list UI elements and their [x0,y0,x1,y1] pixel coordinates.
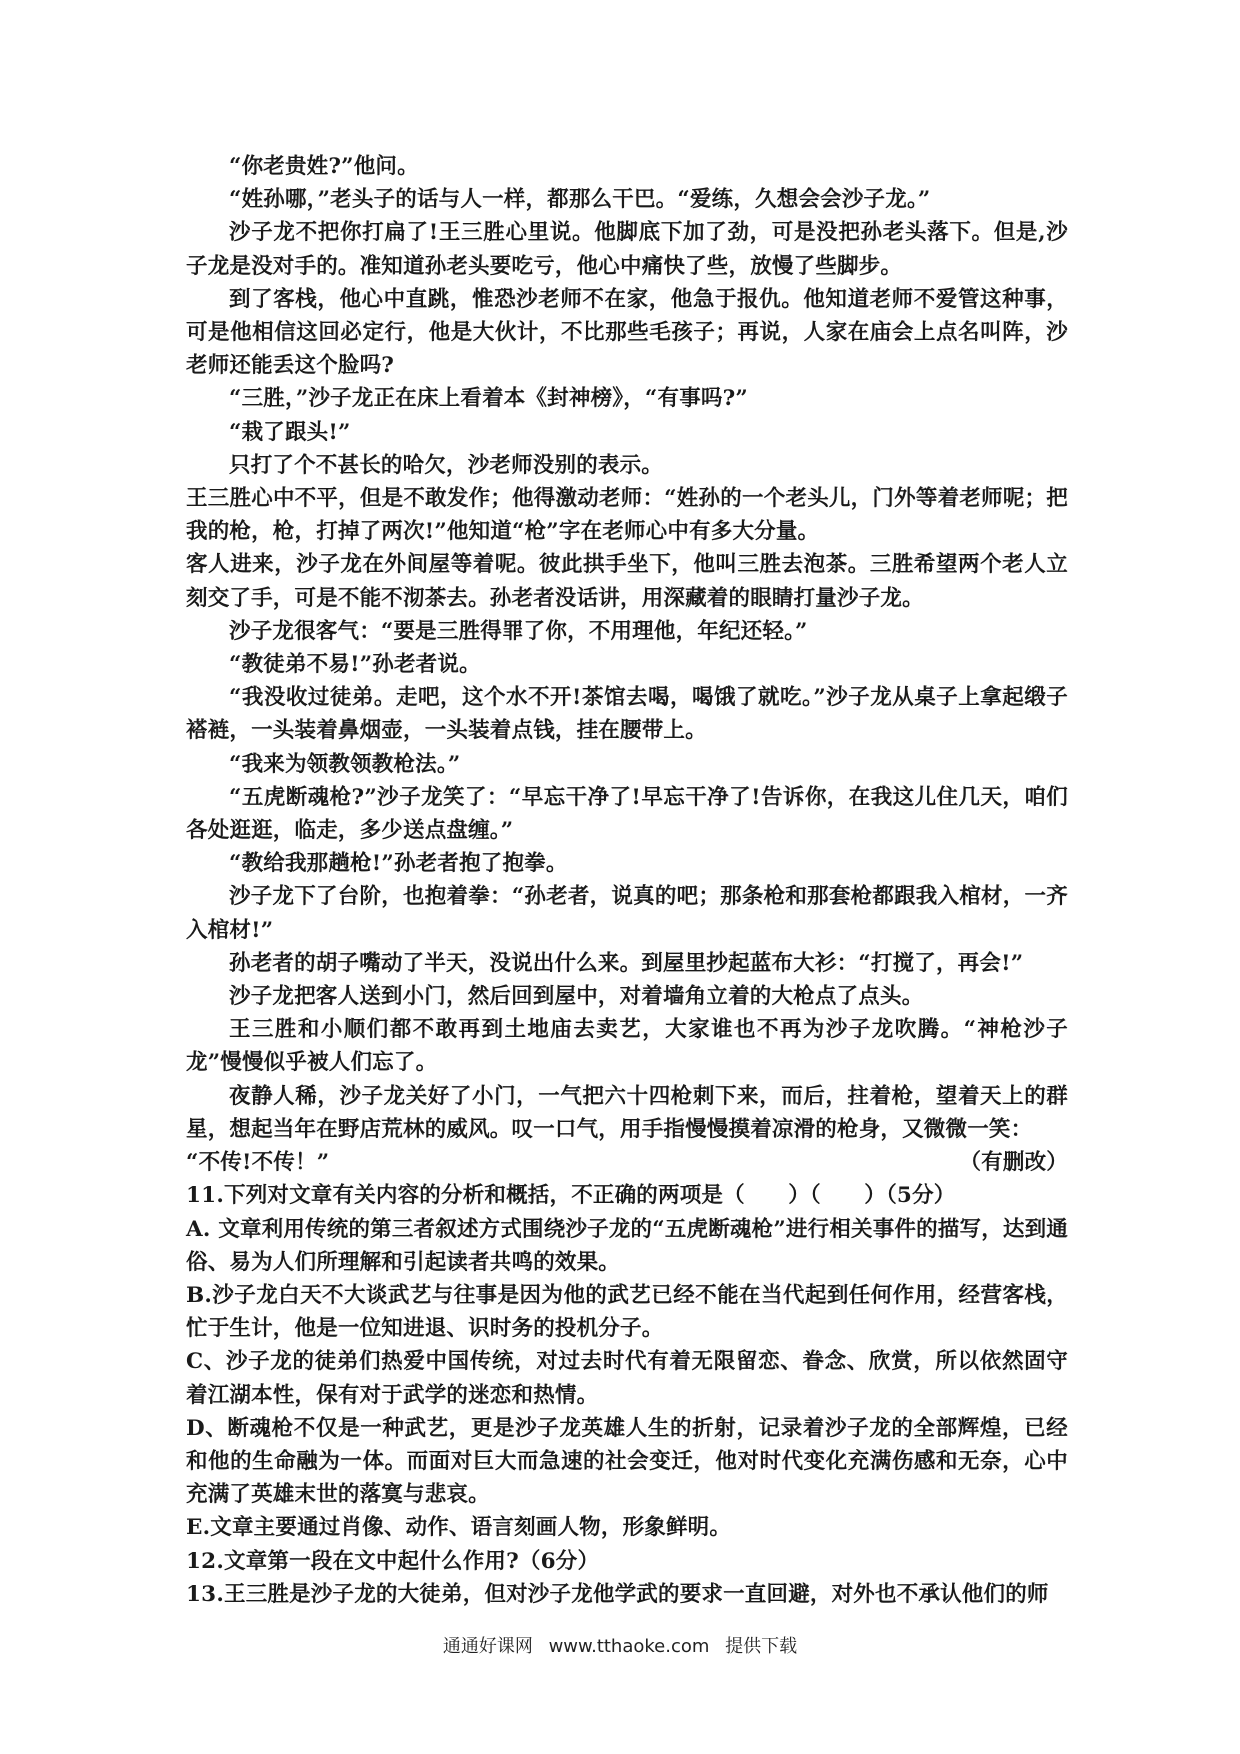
paragraph: 王三胜和小顺们都不敢再到土地庙去卖艺，大家谁也不再为沙子龙吹腾。“神枪沙子龙”慢慢似乎被人们忘了。 [186,1017,1068,1076]
paragraph: 客人进来，沙子龙在外间屋等着呢。彼此拱手坐下，他叫三胜去泡茶。三胜希望两个老人立刻交了手，可是不能不沏茶去。孙老者没话讲，用深藏着的眼睛打量沙子龙。 [186,552,1068,611]
paragraph: 只打了个不甚长的哈欠，沙老师没别的表示。 [229,452,664,478]
question-line: B.沙子龙白天不大谈武艺与往事是因为他的武艺已经不能在当代起到任何作用，经营客栈，忙于生计，他是一位知进退、识时务的投机分子。 [186,1282,1068,1342]
paragraph: 孙老者的胡子嘴动了半天，没说出什么来。到屋里抄起蓝布大衫：“打搅了，再会!” [229,950,1024,976]
paragraph: 王三胜心中不平，但是不敢发作；他得激动老师：“姓孙的一个老头儿，门外等着老师呢；把我的枪，枪，打掉了两次!”他知道“枪”字在老师心中有多大分量。 [186,486,1068,545]
paragraph: “五虎断魂枪?”沙子龙笑了：“早忘干净了!早忘干净了!告诉你，在我这儿住几天，咱们各处逛逛，临走，多少送点盘缠。” [186,784,1068,844]
footer-tail: 提供下载 [725,1636,798,1657]
closing-quote: “不传!不传！” [186,1150,330,1176]
question-line: 11.下列对文章有关内容的分析和概括，不正确的两项是（ ）（ ）（5分） [186,1183,956,1209]
paragraph: “我没收过徒弟。走吧，这个水不开!茶馆去喝，喝饿了就吃。”沙子龙从桌子上拿起缎子褡裢，一头装着鼻烟壶，一头装着点钱，挂在腰带上。 [186,685,1068,744]
question-line: 13.王三胜是沙子龙的大徒弟，但对沙子龙他学武的要求一直回避，对外也不承认他们的师 [186,1581,1049,1607]
footer-site: 通通好课网 [442,1636,533,1657]
paragraph: 沙子龙很客气：“要是三胜得罪了你，不用理他，年纪还轻。” [229,618,808,644]
paragraph: 沙子龙不把你打扁了!王三胜心里说。他脚底下加了劲，可是没把孙老头落下。但是,沙子龙是没对手的。准知道孙老头要吃亏，他心中痛快了些，放慢了些脚步。 [186,220,1068,279]
paragraph: “你老贵姓?”他问。 [229,154,419,179]
paragraph: “三胜，”沙子龙正在床上看着本《封神榜》，“有事吗?” [229,386,748,412]
question-line: 12.文章第一段在文中起什么作用?（6分） [186,1548,600,1574]
paragraph: “姓孙哪，”老头子的话与人一样，都那么干巴。“爱练，久想会会沙子龙。” [229,187,931,213]
paragraph: “教徒弟不易!”孙老者说。 [229,652,481,678]
question-section [186,1179,1068,1611]
question-line: C、沙子龙的徒弟们热爱中国传统，对过去时代有着无限留恋、眷念、欣赏，所以依然固守着江湖本性，保有对于武学的迷恋和热情。 [186,1349,1068,1408]
question-line: A. 文章利用传统的第三者叙述方式围绕沙子龙的“五虎断魂枪”进行相关事件的描写，达到通俗、易为人们所理解和引起读者共鸣的效果。 [186,1216,1068,1275]
page-footer [0,1632,1240,1658]
footer-url: www.tthaoke.com [548,1636,710,1657]
question-line: D、断魂枪不仅是一种武艺，更是沙子龙英雄人生的折射，记录着沙子龙的全部辉煌，已经和他的生命融为一体。而面对巨大而急速的社会变迁，他对时代变化充满伤感和无奈，心中充满了英雄末世的落寞与悲哀。 [186,1415,1068,1508]
paragraph: “教给我那趟枪!”孙老者抱了抱拳。 [229,851,568,877]
paragraph: 沙子龙下了台阶，也抱着拳：“孙老者，说真的吧；那条枪和那套枪都跟我入棺材，一齐入棺材!” [186,884,1068,943]
story-text [186,150,1068,1146]
paragraph: 夜静人稀，沙子龙关好了小门，一气把六十四枪刺下来，而后，拄着枪，望着天上的群星，想起当年在野店荒林的威风。叹一口气，用手指慢慢摸着凉滑的枪身，又微微一笑： [186,1083,1068,1142]
revision-note: （有删改） [959,1150,1068,1176]
document-body [186,150,1068,1611]
paragraph: 到了客栈，他心中直跳，惟恐沙老师不在家，他急于报仇。他知道老师不爱管这种事，可是他相信这回必定行，他是大伙计，不比那些毛孩子；再说，人家在庙会上点名叫阵，沙老师还能丢这个脸吗? [186,286,1068,379]
question-line: E.文章主要通过肖像、动作、语言刻画人物，形象鲜明。 [186,1515,732,1541]
closing-line [186,1146,1068,1179]
paragraph: “我来为领教领教枪法。” [229,751,461,777]
paragraph: “栽了跟头!” [229,419,351,445]
paragraph: 沙子龙把客人送到小门，然后回到屋中，对着墙角立着的大枪点了点头。 [229,984,924,1010]
